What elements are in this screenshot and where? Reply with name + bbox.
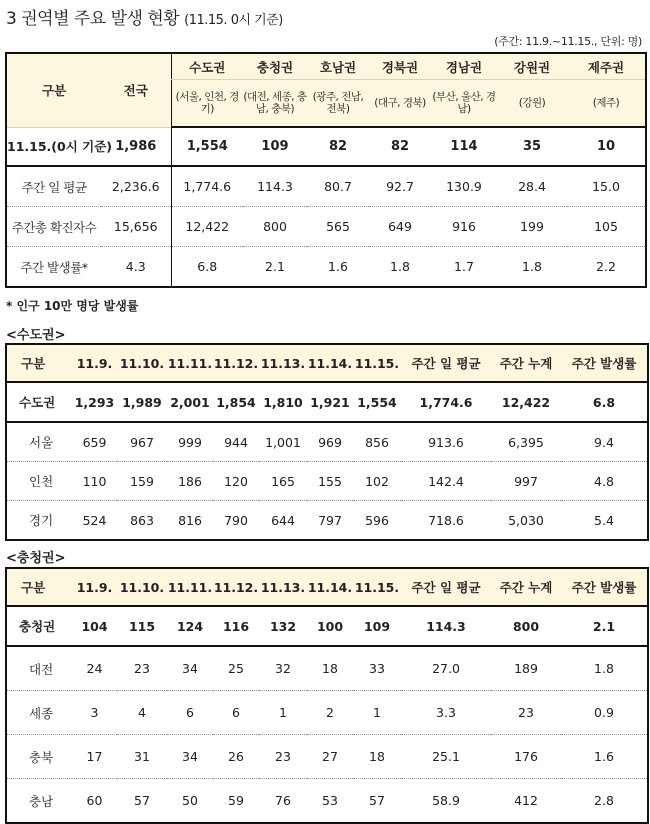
table-row: 인천 110 159 186 120 165 155 102 142.4 997 4.8 [6, 462, 648, 501]
title-main: 3 권역별 주요 발생 현황 [6, 9, 180, 29]
table-row: 충청권 104 115 124 116 132 100 109 114.3 800 2.1 [6, 606, 648, 646]
chungcheong-region-table [5, 567, 649, 824]
title-sub: (11.15. 0시 기준) [184, 13, 283, 28]
table-row: 주간총 확진자수 15,656 12,422 800 565 649 916 199 105 [6, 207, 646, 247]
table-row: 세종 3 4 6 6 1 2 1 3.3 23 0.9 [6, 691, 648, 735]
table-row: 충남 60 57 50 59 76 53 57 58.9 412 2.8 [29, 793, 614, 809]
table-row: 경기 524 863 816 790 644 797 596 718.6 5,030 5.4 [29, 512, 614, 528]
header-region-sub: (대전, 세종, 충남, 충북) [243, 80, 307, 128]
regional-overview-table [5, 52, 647, 288]
section-title-capital: <수도권> [6, 328, 66, 343]
table-row: 대전 24 23 34 25 32 18 33 27.0 189 1.8 [6, 646, 648, 691]
table-row: 서울 659 967 999 944 1,001 969 856 913.6 6,395 9.4 [6, 422, 648, 462]
header-region: 경남권 [431, 53, 497, 80]
header-national: 전국 [101, 53, 171, 127]
table-row: 주간 발생률* 4.3 6.8 2.1 1.6 1.8 1.7 1.8 2.2 [6, 247, 646, 288]
table-row: 11.15.(0시 기준) 1,986 1,554 109 82 82 114 35 10 [6, 127, 646, 166]
header-region: 제주권 [567, 53, 646, 80]
header-region-sub: (광주, 전남, 전북) [307, 80, 369, 128]
footnote: * 인구 10만 명당 발생률 [6, 299, 139, 313]
header-region: 수도권 [171, 53, 243, 80]
header-region: 호남권 [307, 53, 369, 80]
table-row: 충북 17 31 34 26 23 27 18 25.1 176 1.6 [6, 735, 648, 779]
header-region: 경북권 [369, 53, 431, 80]
unit-note: (주간: 11.9.~11.15., 단위: 명) [494, 35, 642, 48]
table-row: 수도권 1,293 1,989 2,001 1,854 1,810 1,921 1,554 1,774.6 12,422 6.8 [6, 382, 648, 422]
header-region-sub: (부산, 울산, 경남) [431, 80, 497, 128]
header-region: 충청권 [243, 53, 307, 80]
capital-region-table [5, 343, 649, 541]
table-row: 주간 일 평균 2,236.6 1,774.6 114.3 80.7 92.7 130.9 28.4 15.0 [6, 166, 646, 207]
header-region-sub: (대구, 경북) [369, 80, 431, 128]
table-header-row: 구분 11.9. 11.10. 11.11. 11.12. 11.13. 11.14. 11.15. 주간 일 평균 주간 누계 주간 발생률 [6, 568, 648, 606]
section-title-chungcheong: <충청권> [6, 551, 66, 566]
header-region: 강원권 [497, 53, 567, 80]
table-header-row: 구분 11.9. 11.10. 11.11. 11.12. 11.13. 11.14. 11.15. 주간 일 평균 주간 누계 주간 발생률 [6, 344, 648, 382]
header-region-sub: (제주) [567, 80, 646, 128]
header-region-sub: (강원) [497, 80, 567, 128]
page-title [6, 4, 283, 29]
header-region-sub: (서울, 인천, 경기) [171, 80, 243, 128]
header-gubun: 구분 [6, 53, 101, 127]
